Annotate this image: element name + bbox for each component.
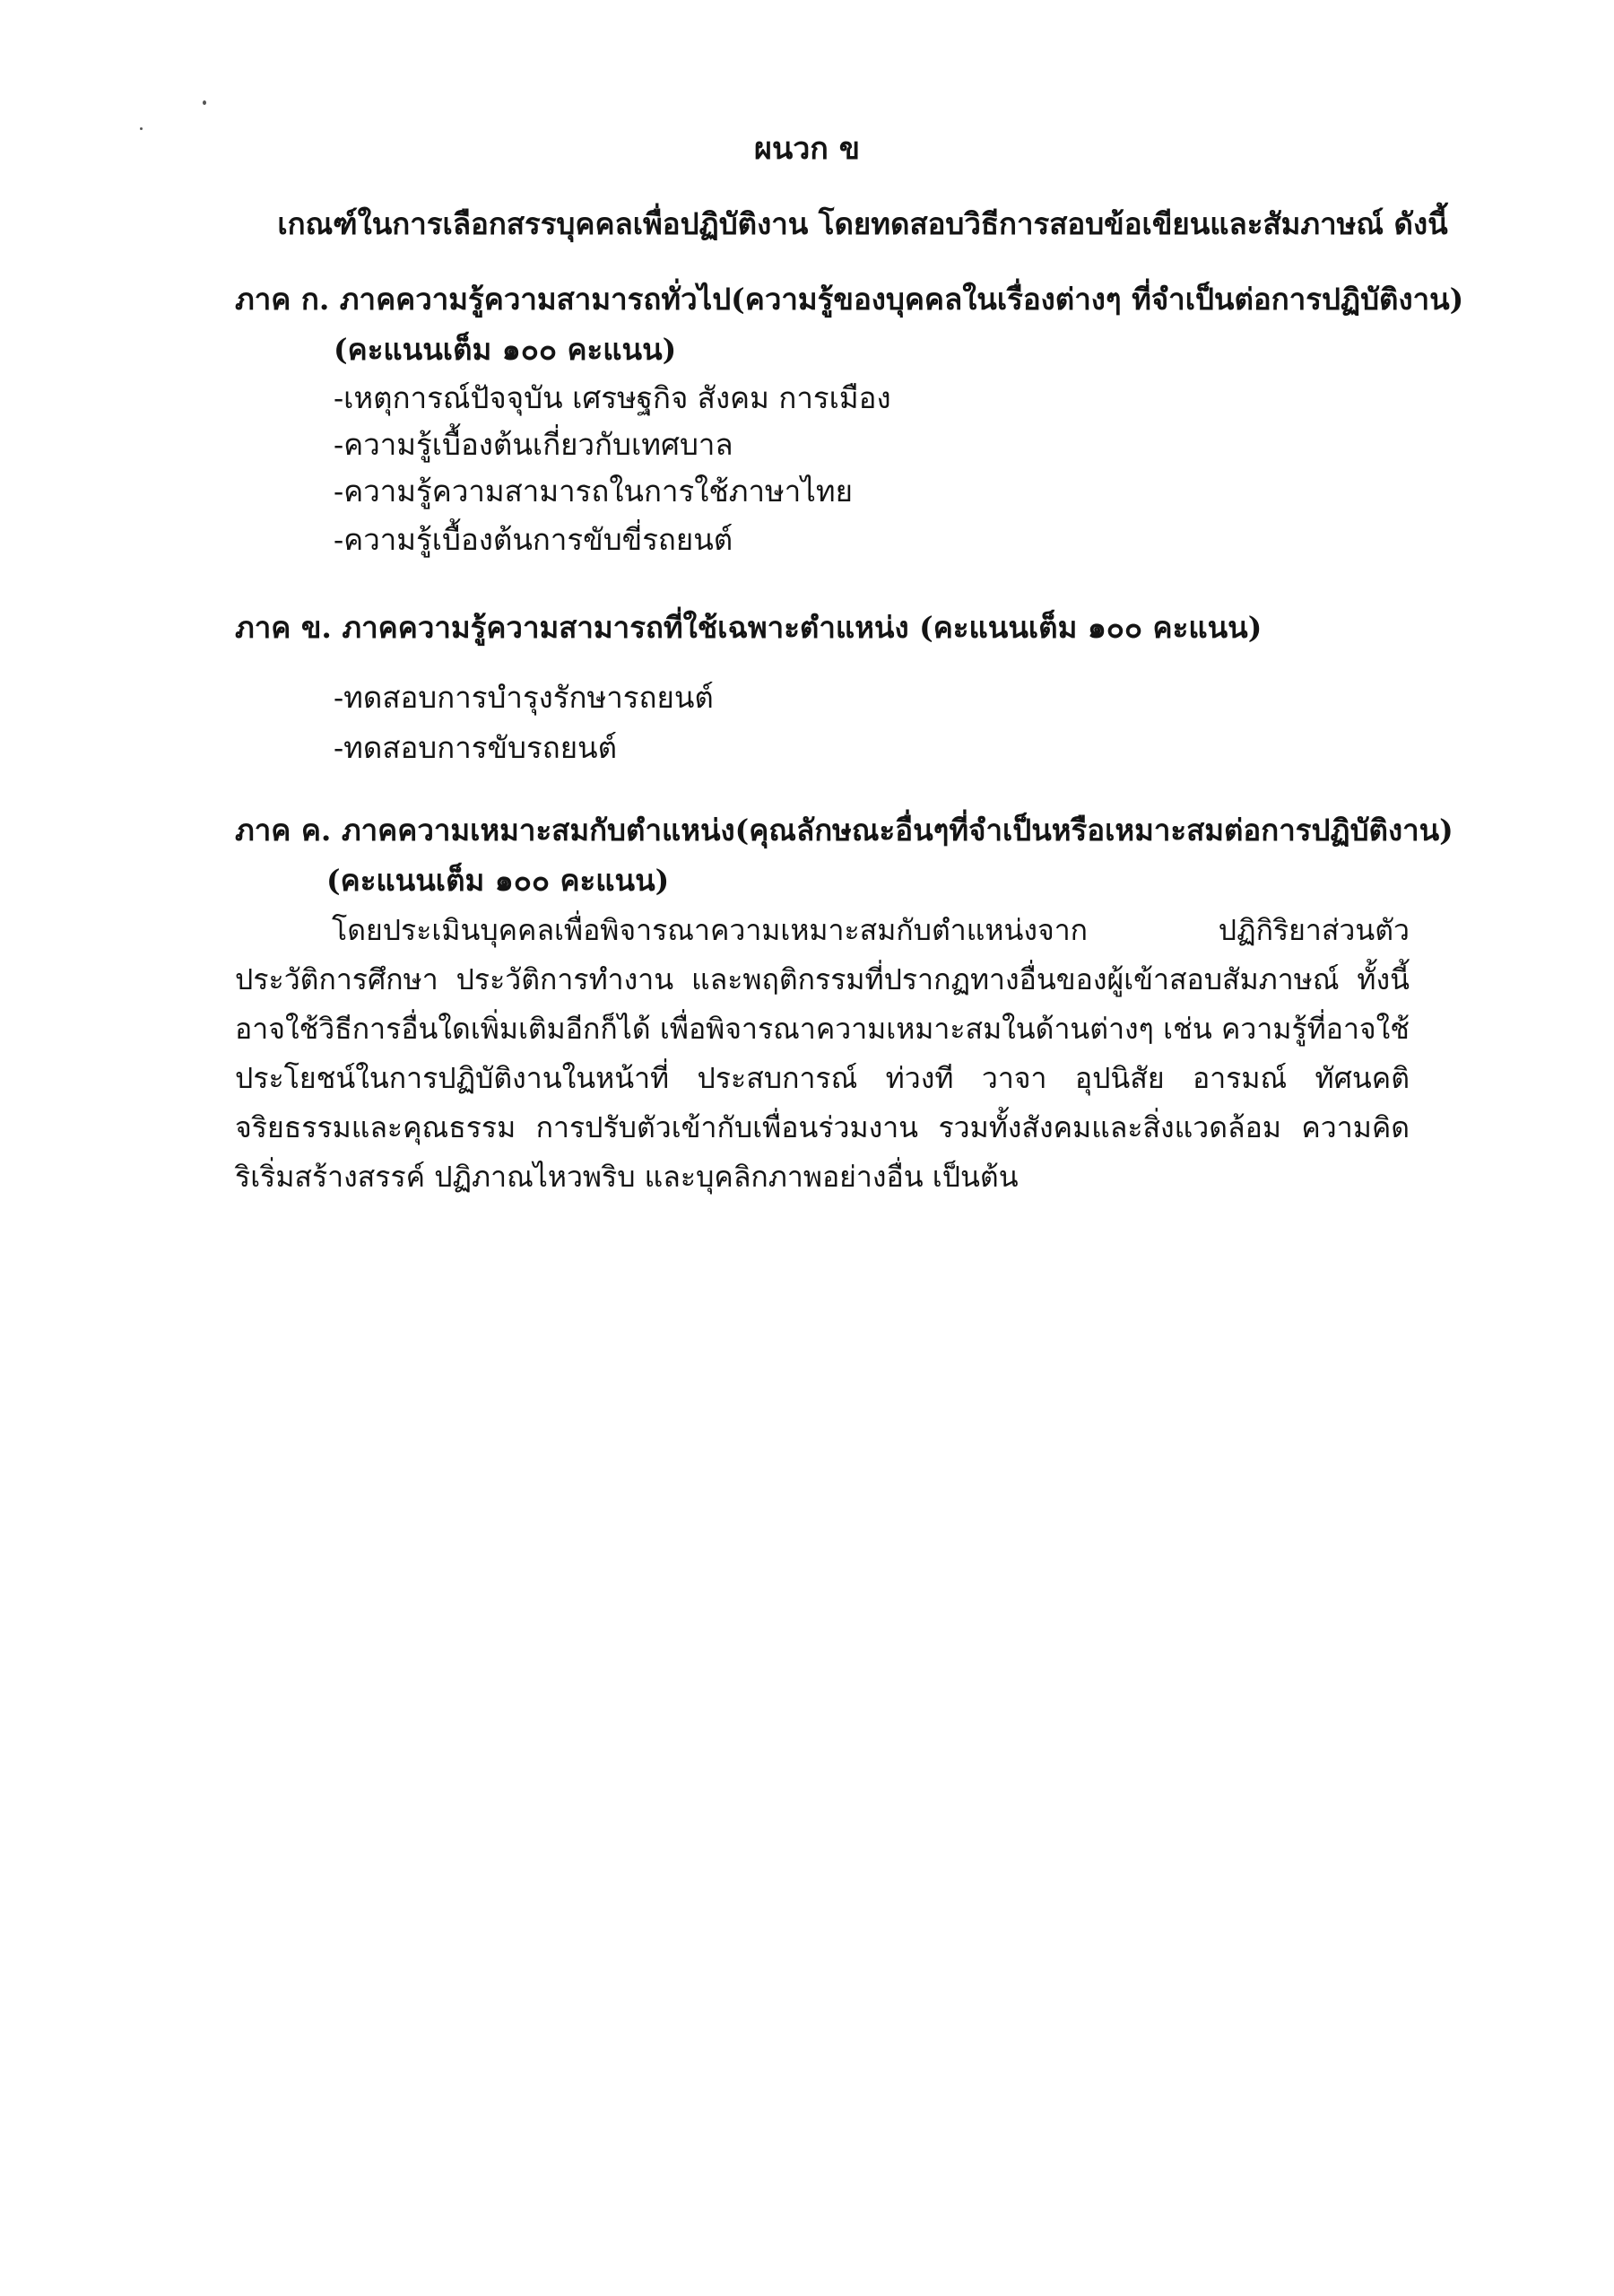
part-a-item: -ความรู้เบื้องต้นการขับขี่รถยนต์: [334, 522, 733, 557]
part-b-item: -ทดสอบการบำรุงรักษารถยนต์: [334, 680, 714, 715]
part-c-paragraph: โดยประเมินบุคคลเพื่อพิจารณาความเหมาะสมกับตำแหน่งจาก ปฏิกิริยาส่วนตัว ประวัติการศึกษา ประวัติการทำงาน และพฤติกรรมที่ปรากฏทางอื่นของผู้เข้าสอบสัมภาษณ์ ทั้งนี้ อาจใช้วิธีการอื่นใดเพิ่มเติมอีกก็ได้ เพื่อพิจารณาความเหมาะสมในด้านต่างๆ เช่น ความรู้ที่อาจใช้ประโยชน์ในการปฏิบัติงานในหน้าที่ ประสบการณ์ ท่วงที วาจา อุปนิสัย อารมณ์ ทัศนคติ จริยธรรมและคุณธรรม การปรับตัวเข้ากับเพื่อนร่วมงาน รวมทั้งสังคมและสิ่งแวดล้อม ความคิดริเริ่มสร้างสรรค์ ปฏิภาณไหวพริบ และบุคลิกภาพอย่างอื่น เป็นต้น: [235, 913, 1410, 1194]
part-a-item: -ความรู้เบื้องต้นเกี่ยวกับเทศบาล: [334, 427, 733, 462]
scan-speck: [203, 100, 206, 105]
part-a-item: -เหตุการณ์ปัจจุบัน เศรษฐกิจ สังคม การเมือง: [334, 380, 891, 415]
part-b-heading: ภาค ข. ภาคความรู้ความสามารถที่ใช้เฉพาะตำแหน่ง (คะแนนเต็ม ๑๐๐ คะแนน): [235, 610, 1263, 645]
part-a-item: -ความรู้ความสามารถในการใช้ภาษาไทย: [334, 474, 853, 509]
annex-title: ผนวก ข: [754, 131, 860, 167]
part-c-heading: ภาค ค. ภาคความเหมาะสมกับตำแหน่ง(คุณลักษณะอื่นๆที่จำเป็นหรือเหมาะสมต่อการปฏิบัติงาน): [235, 813, 1453, 848]
part-a-heading: ภาค ก. ภาคความรู้ความสามารถทั่วไป(ความรู้ของบุคคลในเรื่องต่างๆ ที่จำเป็นต่อการปฏิบัติงาน): [235, 282, 1464, 317]
part-a-score: (คะแนนเต็ม ๑๐๐ คะแนน): [334, 332, 677, 367]
part-c-score: (คะแนนเต็ม ๑๐๐ คะแนน): [326, 863, 670, 898]
criteria-heading: เกณฑ์ในการเลือกสรรบุคคลเพื่อปฏิบัติงาน โดยทดสอบวิธีการสอบข้อเขียนและสัมภาษณ์ ดังนี้: [277, 206, 1448, 241]
part-b-item: -ทดสอบการขับรถยนต์: [334, 730, 618, 765]
